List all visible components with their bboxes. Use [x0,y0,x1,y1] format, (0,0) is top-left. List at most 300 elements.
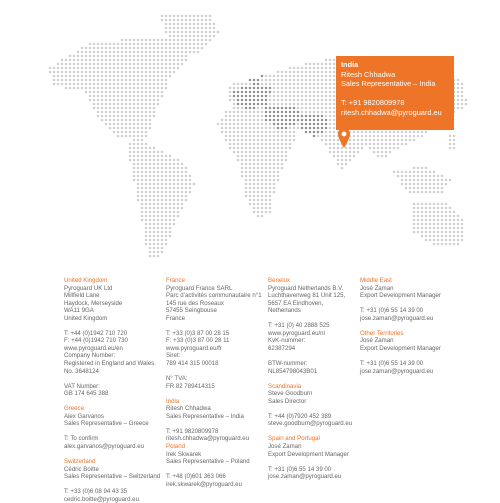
map-dot-highlight [277,127,279,129]
map-dot [181,43,183,45]
map-dot [105,111,107,113]
map-dot [453,211,455,213]
map-dot [169,43,171,45]
map-dot [321,91,323,93]
map-dot [149,107,151,109]
map-dot [101,95,103,97]
switzerland-name: Cédric Boitte [64,465,99,473]
map-dot [321,63,323,65]
map-dot-highlight [317,127,319,129]
map-dot [161,71,163,73]
map-dot [73,67,75,69]
map-dot-highlight [273,111,275,113]
map-dot [85,55,87,57]
uk-website-link[interactable]: www.pyroguard.eu/en [64,344,123,352]
map-dot [129,135,131,137]
map-dot [261,159,263,161]
map-dot [457,243,459,245]
map-dot-highlight [237,103,239,105]
map-dot-highlight [285,123,287,125]
map-dot [141,187,143,189]
map-dot [413,171,415,173]
map-dot [177,171,179,173]
map-dot [173,47,175,49]
map-dot-highlight [285,127,287,129]
map-dot [393,135,395,137]
map-dot [437,179,439,181]
map-dot-highlight [321,123,323,125]
map-dot [229,123,231,125]
map-dot [313,91,315,93]
map-dot [97,115,99,117]
map-dot [185,175,187,177]
map-dot [153,99,155,101]
map-dot-highlight [269,115,271,117]
map-dot [89,55,91,57]
map-dot [181,183,183,185]
map-dot [105,103,107,105]
map-dot [333,111,335,113]
map-dot [137,195,139,197]
map-dot [173,51,175,53]
map-dot [149,171,151,173]
map-dot [405,179,407,181]
map-dot [233,115,235,117]
map-dot [265,123,267,125]
map-dot [129,39,131,41]
map-dot [265,135,267,137]
map-dot [245,127,247,129]
map-dot [277,131,279,133]
map-dot [413,227,415,229]
map-dot [457,215,459,217]
map-dot [229,147,231,149]
map-dot [461,231,463,233]
map-dot [269,147,271,149]
map-dot [333,91,335,93]
map-dot [449,235,451,237]
map-dot [185,199,187,201]
map-dot [245,119,247,121]
map-dot [225,123,227,125]
map-dot [97,87,99,89]
map-dot [377,135,379,137]
map-dot [185,39,187,41]
switzerland-email-link[interactable]: cedric.boitte@pyroguard.eu [64,495,139,503]
map-dot [345,151,347,153]
map-dot [157,223,159,225]
map-dot [81,59,83,61]
map-dot [129,123,131,125]
map-dot [249,163,251,165]
map-dot [301,111,303,113]
greece-heading: Greece [64,405,84,413]
map-dot [273,163,275,165]
map-dot [165,191,167,193]
map-dot [149,215,151,217]
map-dot [257,199,259,201]
map-dot [129,75,131,77]
map-dot [125,103,127,105]
other-territories-email-link[interactable]: jose.zaman@pyroguard.eu [360,367,434,375]
map-dot [133,123,135,125]
spain-portugal-name: José Zaman [268,443,302,451]
map-dot [233,123,235,125]
map-dot [353,135,355,137]
map-dot [149,239,151,241]
contacts-column-3 [268,277,352,481]
map-dot [261,187,263,189]
map-dot [113,83,115,85]
map-dot [233,135,235,137]
map-dot [193,183,195,185]
map-dot [137,167,139,169]
map-dot [229,87,231,89]
spain-portugal-heading: Spain and Portugal [268,435,320,443]
map-dot [145,63,147,65]
map-dot [189,23,191,25]
france-website-link[interactable]: www.pyroguard.eu/fr [166,344,222,352]
map-dot [189,27,191,29]
map-dot [193,43,195,45]
france-siret: 789 414 315 00018 [166,360,219,368]
map-dot [405,175,407,177]
map-dot [157,163,159,165]
map-dot [309,95,311,97]
map-dot [441,227,443,229]
map-dot [257,211,259,213]
map-dot [157,43,159,45]
map-dot [77,83,79,85]
map-dot-highlight [277,119,279,121]
france-address-line: 145 rue des Roseaux [166,299,224,307]
map-dot [77,51,79,53]
map-dot [133,95,135,97]
map-dot [141,195,143,197]
map-dot [293,131,295,133]
map-dot [157,187,159,189]
map-dot [269,183,271,185]
map-dot [409,187,411,189]
map-dot [169,67,171,69]
map-dot [161,171,163,173]
map-dot [169,175,171,177]
map-dot [441,175,443,177]
map-dot [245,191,247,193]
middle-east-name: José Zaman [360,284,394,292]
map-dot [405,131,407,133]
map-dot [189,191,191,193]
map-dot [421,215,423,217]
map-dot [265,155,267,157]
map-dot [149,191,151,193]
other-territories-role: Export Development Manager [360,344,441,352]
india-email-link[interactable]: ritesh.chhadwa@pyroguard.eu [166,435,250,443]
map-dot [333,71,335,73]
map-dot [173,35,175,37]
map-dot [425,223,427,225]
map-dot [225,111,227,113]
map-dot [281,91,283,93]
map-dot [201,15,203,17]
map-dot [169,219,171,221]
map-dot [445,183,447,185]
map-dot [257,111,259,113]
greece-email-link[interactable]: alex.garvanos@pyroguard.eu [64,443,145,451]
map-dot [185,43,187,45]
map-dot [141,123,143,125]
map-dot [253,131,255,133]
map-dot [137,183,139,185]
map-dot [249,191,251,193]
map-dot [273,183,275,185]
map-dot [65,75,67,77]
map-dot [133,63,135,65]
map-dot [269,151,271,153]
map-dot [141,75,143,77]
map-dot [97,111,99,113]
map-dot [145,235,147,237]
spain-portugal-phone: T: +31 (0)6 55 14 39 00 [268,465,332,473]
map-dot [333,131,335,133]
map-dot [149,59,151,61]
map-dot [145,219,147,221]
other-territories-heading: Other Territories [360,329,404,337]
map-dot [137,75,139,77]
map-dot [433,243,435,245]
map-dot [417,187,419,189]
map-dot [141,159,143,161]
map-dot [305,67,307,69]
map-dot [141,59,143,61]
map-dot [141,215,143,217]
map-dot [369,147,371,149]
map-dot [145,111,147,113]
map-dot [89,47,91,49]
map-dot [85,51,87,53]
map-dot [301,79,303,81]
map-dot [277,179,279,181]
map-dot [205,19,207,21]
map-dot [133,47,135,49]
map-dot [449,135,451,137]
map-dot-highlight [309,131,311,133]
map-dot [157,199,159,201]
map-dot [117,79,119,81]
benelux-website-link[interactable]: www.pyroguard.eu/nl [268,329,325,337]
map-dot [125,59,127,61]
map-dot [141,183,143,185]
map-dot [169,27,171,29]
map-dot [161,55,163,57]
map-dot [109,119,111,121]
map-dot [409,175,411,177]
map-dot [137,147,139,149]
map-dot-highlight [277,123,279,125]
map-dot [185,19,187,21]
map-dot [461,91,463,93]
map-dot [65,63,67,65]
map-dot [301,91,303,93]
map-dot [93,103,95,105]
map-dot [153,159,155,161]
map-dot [177,35,179,37]
map-dot [149,179,151,181]
map-dot [313,67,315,69]
map-dot-highlight [289,107,291,109]
map-dot [441,243,443,245]
map-dot [349,151,351,153]
map-dot [173,179,175,181]
map-dot-highlight [257,103,259,105]
map-dot-highlight [305,119,307,121]
map-dot [445,235,447,237]
map-dot [229,115,231,117]
map-dot [289,143,291,145]
map-dot [105,63,107,65]
map-dot [165,47,167,49]
map-dot [201,47,203,49]
map-dot [365,139,367,141]
map-dot [373,143,375,145]
map-dot [273,99,275,101]
map-dot [389,147,391,149]
map-dot [73,55,75,57]
map-pin-icon[interactable] [338,128,350,148]
map-dot [157,171,159,173]
map-dot-highlight [313,119,315,121]
map-dot [121,99,123,101]
map-dot [153,191,155,193]
map-dot [253,163,255,165]
map-dot [193,15,195,17]
scandinavia-heading: Scandinavia [268,382,302,390]
map-dot [109,103,111,105]
map-dot [257,183,259,185]
map-dot [185,191,187,193]
map-dot [261,135,263,137]
map-dot [157,167,159,169]
map-dot [385,135,387,137]
map-dot [65,59,67,61]
popup-email[interactable]: ritesh.chhadwa@pyroguard.eu [341,107,442,117]
map-dot [317,91,319,93]
map-dot [217,123,219,125]
map-dot [117,47,119,49]
map-dot [169,15,171,17]
map-dot [149,187,151,189]
map-dot [117,43,119,45]
map-dot [165,215,167,217]
map-dot [345,155,347,157]
map-dot [65,79,67,81]
map-dot [149,223,151,225]
map-dot [241,147,243,149]
map-dot [161,231,163,233]
map-dot [201,23,203,25]
map-dot [409,131,411,133]
map-dot [413,211,415,213]
map-dot [277,147,279,149]
map-dot [269,203,271,205]
spain-portugal-email-link[interactable]: jose.zaman@pyroguard.eu [268,473,342,481]
map-dot [81,71,83,73]
map-dot [409,171,411,173]
map-dot [285,139,287,141]
map-dot [353,143,355,145]
map-dot [301,71,303,73]
map-dot [225,135,227,137]
map-dot [329,111,331,113]
map-dot [441,207,443,209]
map-dot [313,95,315,97]
map-dot [449,219,451,221]
map-dot [245,187,247,189]
map-dot [389,139,391,141]
map-dot [173,207,175,209]
map-dot [325,63,327,65]
map-dot [245,143,247,145]
map-dot [253,199,255,201]
map-dot [161,59,163,61]
middle-east-email-link[interactable]: jose.zaman@pyroguard.eu [360,314,434,322]
map-dot [301,75,303,77]
popup-country: India [341,60,359,69]
map-dot [317,103,319,105]
map-dot [449,239,451,241]
poland-email-link[interactable]: irek.skwarek@pyroguard.eu [166,480,242,488]
map-dot [245,123,247,125]
map-dot [385,139,387,141]
scandinavia-email-link[interactable]: steve.goodburn@pyroguard.eu [268,420,353,428]
map-dot-highlight [269,119,271,121]
map-dot [145,207,147,209]
map-dot [173,55,175,57]
map-dot [305,87,307,89]
map-dot [293,83,295,85]
map-dot [373,147,375,149]
map-dot [313,99,315,101]
map-dot [253,123,255,125]
map-dot [173,171,175,173]
map-dot [313,103,315,105]
map-dot [237,147,239,149]
map-dot [177,179,179,181]
map-dot [317,71,319,73]
map-dot [417,171,419,173]
map-dot [173,39,175,41]
map-dot [209,19,211,21]
map-dot [125,119,127,121]
map-dot [425,183,427,185]
map-dot [129,47,131,49]
map-dot [313,79,315,81]
map-dot [413,219,415,221]
map-dot [457,227,459,229]
map-dot [229,131,231,133]
map-dot [329,127,331,129]
map-dot [433,223,435,225]
map-dot [269,211,271,213]
map-dot [125,127,127,129]
map-dot [77,71,79,73]
poland-role: Sales Representative – Poland [166,458,250,466]
map-dot [309,67,311,69]
map-dot [209,31,211,33]
contacts-column-2 [166,277,262,488]
map-dot [297,75,299,77]
map-dot [125,39,127,41]
